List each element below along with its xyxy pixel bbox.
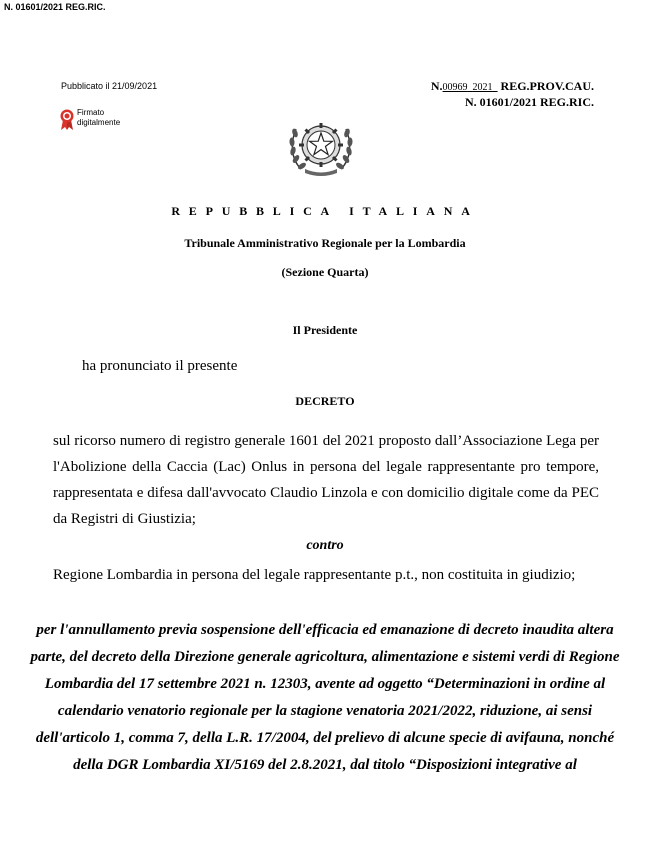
- decree-heading: DECRETO: [295, 394, 355, 408]
- prov-prefix: N.: [430, 79, 443, 93]
- contro-heading: contro: [306, 538, 344, 553]
- signed-label: Firmato digitalmente: [77, 108, 121, 127]
- published-date: Pubblicato il 21/09/2021: [61, 81, 158, 91]
- reg-ric-line: N. 01601/2021 REG.RIC.: [464, 95, 594, 109]
- object-paragraph: per l'annullamento previa sospensione dell'efficacia ed emanazione di decreto inaudita altera parte, del decreto della Direzione generale agricoltura, alimentazione e sistemi verdi di Regione Lombardia del 17 settembre 2021 n. 12303, avente ad oggetto “Determinazioni in ordine al calendario venatorio regionale per la stagione venatoria 2021/2022, riduzione, ai sensi dell'articolo 1, comma 7, della L.R. 17/2004, del prelievo di alcune specie di avifauna, nonché della DGR Lombardia XI/5169 del 2.8.2021, dal titolo “Disposizioni integrative al: [30, 622, 620, 773]
- prov-number: 00969: [442, 82, 468, 93]
- tribunal-heading: Tribunale Amministrativo Regionale per la Lombardia: [184, 236, 466, 250]
- prov-cau-line: [431, 79, 594, 95]
- president-heading: Il Presidente: [292, 323, 358, 337]
- digital-signature-badge: [60, 108, 150, 134]
- section-heading: (Sezione Quarta): [281, 265, 369, 279]
- pronounced-line: ha pronunciato il presente: [82, 358, 238, 374]
- signature-seal-icon: [60, 109, 74, 131]
- protocol-numbers: [431, 79, 594, 109]
- prov-suffix: REG.PROV.CAU.: [500, 79, 594, 93]
- registry-number-top: N. 01601/2021 REG.RIC.: [4, 2, 106, 12]
- republic-heading: REPUBBLICA ITALIANA: [171, 204, 479, 218]
- prov-year: 2021: [472, 82, 493, 93]
- respondent-paragraph: Regione Lombardia in persona del legale rappresentante p.t., non costituita in giudizio;: [53, 567, 576, 583]
- italian-republic-emblem-icon: [287, 113, 355, 179]
- ricorso-paragraph: sul ricorso numero di registro generale 1601 del 2021 proposto dall’Associazione Lega per l'Abolizione della Caccia (Lac) Onlus in persona del legale rappresentante pro tempore, rappresentata e difesa dall'avvocato Claudio Linzola e con domicilio digitale come da PEC da Registri di Giustizia;: [53, 433, 599, 527]
